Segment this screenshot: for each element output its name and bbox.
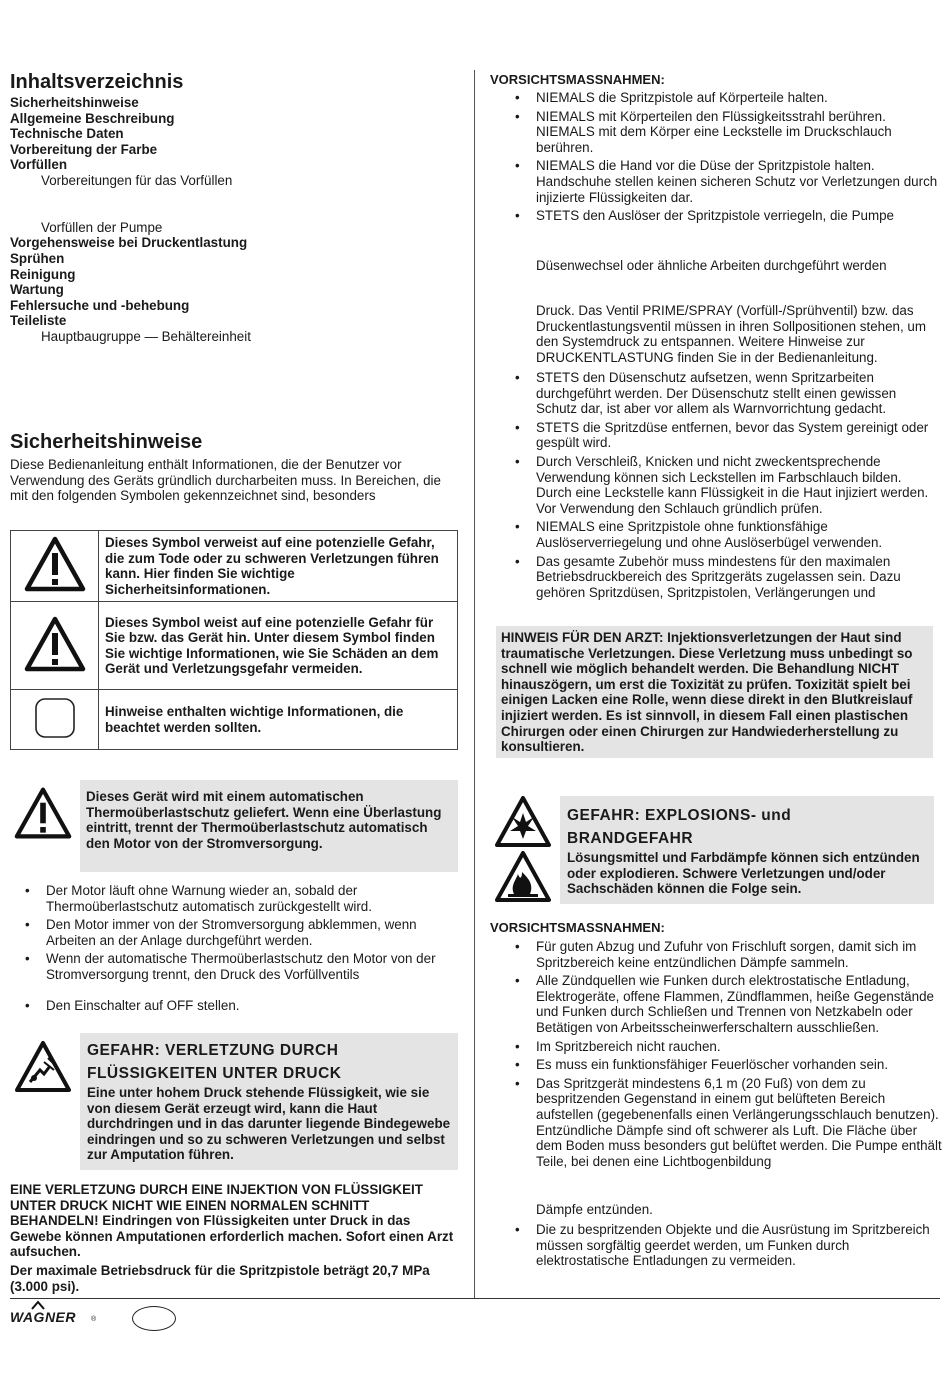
precautions-list-4 bbox=[490, 1222, 942, 1272]
injection-box bbox=[80, 1033, 458, 1170]
injection-text: Eine unter hohem Druck stehende Flüssigkeit, wie sie von diesem Gerät erzeugt wird, kann die Haut durchdringen und in das darunter liegende Bindegewebe eindringen und so zu schweren Verletzungen und selbst zur Amputation führen. bbox=[87, 1085, 451, 1163]
toc-item: Reinigung bbox=[10, 266, 76, 282]
symbol-table bbox=[10, 530, 458, 750]
registered-mark: ® bbox=[91, 1316, 97, 1323]
list-item: • NIEMALS die Hand vor die Düse der Spritzpistole halten. Handschuhe stellen keinen sicheren Schutz vor Verletzungen durch injizierte Flüssigkeiten dar. bbox=[490, 158, 940, 205]
explosion-hazard-icon bbox=[494, 795, 552, 853]
safety-intro: Diese Bedienanleitung enthält Informationen, die der Benutzer vor Verwendung des Geräts gründlich durcharbeiten muss. In Bereichen, die mit den folgenden Symbolen gekennzeichnet sind, besonders bbox=[10, 457, 441, 504]
list-item: • STETS den Düsenschutz aufsetzen, wenn Spritzarbeiten durchgeführt werden. Der Düsenschutz stellt einen gewissen Schutz dar, ist aber vor allem als Warnvorrichtung gedacht. bbox=[490, 370, 940, 417]
list-item: • Für guten Abzug und Zufuhr von Frischluft sorgen, damit sich im Spritzbereich keine entzündlichen Dämpfe sammeln. bbox=[490, 939, 942, 970]
list-item: • NIEMALS die Spritzpistole auf Körperteile halten. bbox=[490, 90, 940, 106]
symbol-warning-text: Dieses Symbol verweist auf eine potenzielle Gefahr, die zum Tode oder zu schweren Verletzungen führen kann. Hier finden Sie wichtige Sicherheitsinformationen. bbox=[99, 531, 458, 602]
wagner-logo bbox=[8, 1300, 98, 1330]
doctor-note-box bbox=[496, 626, 933, 758]
toc-item: Vorfüllen der Pumpe bbox=[41, 219, 163, 235]
symbol-caution-text: Dieses Symbol weist auf eine potenzielle Gefahr für Sie bzw. das Gerät hin. Unter diesem Symbol finden Sie wichtige Informationen, wie Sie Schäden an dem Gerät und Verletzungsgefahr vermeiden. bbox=[99, 602, 458, 690]
brand-name: WAGNER bbox=[10, 1309, 76, 1325]
footer-rule bbox=[10, 1298, 940, 1299]
warning-triangle-icon bbox=[11, 531, 99, 602]
symbol-row-warning bbox=[11, 531, 458, 602]
toc-item: Sicherheitshinweise bbox=[10, 95, 139, 110]
toc-item bbox=[10, 204, 460, 220]
thermo-warning-icon bbox=[14, 785, 72, 845]
toc-item: Wartung bbox=[10, 282, 64, 298]
list-item: • Der Motor läuft ohne Warnung wieder an, sobald der Thermoüberlastschutz automatisch zurückgestellt wird. bbox=[0, 883, 462, 914]
list-item: • Es muss ein funktionsfähiger Feuerlöscher vorhanden sein. bbox=[490, 1057, 942, 1073]
thermo-box bbox=[80, 780, 458, 872]
injection-warning: EINE VERLETZUNG DURCH EINE INJEKTION VON FLÜSSIGKEIT UNTER DRUCK NICHT WIE EINEN NORMALEN SCHNITT BEHANDELN! Eindringen von Flüssigkeiten unter Druck in das Gewebe können Amputationen erforderlich machen. Sofort einen Arzt aufsuchen. bbox=[10, 1182, 454, 1260]
symbol-row-note bbox=[11, 690, 458, 750]
caution-triangle-icon bbox=[11, 602, 99, 690]
toc-item: Allgemeine Beschreibung bbox=[10, 110, 175, 126]
toc-item: Hauptbaugruppe — Behältereinheit bbox=[41, 328, 251, 344]
list-item: • Den Einschalter auf OFF stellen. bbox=[0, 998, 462, 1014]
list-item: • Das Spritzgerät mindestens 6,1 m (20 Fuß) von dem zu bespritzenden Gegenstand in einem gut belüfteten Bereich aufstellen (gegebenenfalls einen Verlängerungsschlauch benutzen). Entzündliche Dämpfe sind oft schwerer als Luft. Die Fläche über dem Boden muss besonders gut belüftet werden. Die Pumpe enthält Teile, bei denen eine Lichtbogenbildung bbox=[490, 1076, 942, 1170]
column-divider bbox=[474, 70, 475, 1298]
precautions-cont-3: Dämpfe entzünden. bbox=[536, 1202, 653, 1217]
toc-item: Vorfüllen bbox=[10, 157, 68, 173]
note-icon bbox=[11, 690, 99, 750]
language-badge bbox=[132, 1306, 176, 1331]
thermo-box-text: Dieses Gerät wird mit einem automatischen Thermoüberlastschutz geliefert. Wenn eine Überlastung eintritt, trennt der Thermoüberlastschutz automatisch den Motor von der Stromversorgung. bbox=[86, 789, 442, 851]
list-item: • NIEMALS eine Spritzpistole ohne funktionsfähige Auslöserverriegelung und ohne Auslöserbügel verwenden. bbox=[490, 519, 940, 550]
toc-item: Teileliste bbox=[10, 313, 67, 329]
doctor-note-text: HINWEIS FÜR DEN ARZT: Injektionsverletzungen der Haut sind traumatische Verletzungen. Diese Verletzung muss unbedingt so schnell wie möglich behandelt werden. Die Behandlung NICHT hinauszögern, um erst die Toxizität zu prüfen. Toxizität spielt bei einigen Lacken eine Rolle, wenn diese direkt in den Blutkreislauf injiziert werden. Es ist sinnvoll, in diesem Fall einen plastischen Chirurgen oder einen Chirurgen zur Handwiederherstellung zu konsultieren. bbox=[501, 630, 913, 755]
list-item: • Im Spritzbereich nicht rauchen. bbox=[490, 1039, 942, 1055]
injection-heading-1: GEFAHR: VERLETZUNG DURCH bbox=[87, 1042, 339, 1059]
max-pressure: Der maximale Betriebsdruck für die Spritzpistole beträgt 20,7 MPa (3.000 psi). bbox=[10, 1263, 430, 1294]
precautions-list-2 bbox=[490, 370, 940, 603]
toc-list bbox=[10, 95, 460, 345]
precautions-list-3 bbox=[490, 939, 942, 1172]
list-item: • Alle Zündquellen wie Funken durch elektrostatische Entladung, Elektrogeräte, offene Flammen, Zündflammen, heiße Gegenstände und Funken durch Schließen und Trennen von Netzkabeln oder Betätigen von Arbeitsscheinwerferschaltern ausschließen. bbox=[490, 973, 942, 1035]
list-item: • Das gesamte Zubehör muss mindestens für den maximalen Betriebsdruckbereich des Spritzgeräts zugelassen sein. Dazu gehören Spritzdüsen, Spritzpistolen, Verlängerungen und bbox=[490, 554, 940, 601]
precautions-3-title: VORSICHTSMASSNAHMEN: bbox=[490, 920, 665, 935]
toc-item: Fehlersuche und -behebung bbox=[10, 297, 190, 313]
explosion-text: Lösungsmittel und Farbdämpfe können sich entzünden oder explodieren. Schwere Verletzungen und/oder Sachschäden können die Folge sein. bbox=[567, 850, 920, 897]
explosion-heading-1: GEFAHR: EXPLOSIONS- und bbox=[567, 807, 792, 824]
toc-item: Vorgehensweise bei Druckentlastung bbox=[10, 235, 248, 251]
precautions-cont-1: Düsenwechsel oder ähnliche Arbeiten durchgeführt werden bbox=[536, 258, 887, 273]
precautions-cont-2: Druck. Das Ventil PRIME/SPRAY (Vorfüll-/Sprühventil) bzw. das Druckentlastungsventil müssen in ihren Sollpositionen stehen, um den Systemdruck zu entspannen. Weitere Hinweise zur DRUCKENTLASTUNG finden Sie in der Bedienanleitung. bbox=[536, 303, 927, 365]
thermo-bullets bbox=[0, 883, 462, 1016]
explosion-heading-2: BRANDGEFAHR bbox=[567, 830, 694, 847]
toc-item bbox=[10, 189, 460, 205]
symbol-note-text: Hinweise enthalten wichtige Informationen, die beachtet werden sollten. bbox=[99, 690, 458, 750]
toc-item: Sprühen bbox=[10, 250, 65, 266]
fire-hazard-icon bbox=[494, 850, 552, 908]
safety-title: Sicherheitshinweise bbox=[10, 431, 203, 453]
toc-title: Inhaltsverzeichnis bbox=[10, 71, 184, 93]
toc-item: Vorbereitungen für das Vorfüllen bbox=[41, 172, 233, 188]
toc-item: Technische Daten bbox=[10, 126, 124, 142]
list-item: • STETS den Auslöser der Spritzpistole verriegeln, die Pumpe bbox=[490, 208, 940, 224]
list-item: • Durch Verschleiß, Knicken und nicht zweckentsprechende Verwendung können sich Leckstellen im Farbschlauch bilden. Durch eine Leckstelle kann Flüssigkeit in die Haut injiziert werden. Vor Verwendung den Schlauch gründlich prüfen. bbox=[490, 454, 940, 516]
injection-hazard-icon bbox=[14, 1040, 72, 1098]
precautions-list bbox=[490, 90, 940, 227]
injection-heading-2: FLÜSSIGKEITEN UNTER DRUCK bbox=[87, 1065, 342, 1082]
list-item: • STETS die Spritzdüse entfernen, bevor das System gereinigt oder gespült wird. bbox=[490, 420, 940, 451]
list-item: • NIEMALS mit Körperteilen den Flüssigkeitsstrahl berühren. NIEMALS mit dem Körper eine Leckstelle im Druckschlauch berühren. bbox=[490, 109, 940, 156]
list-item: • Den Motor immer von der Stromversorgung abklemmen, wenn Arbeiten an der Anlage durchgeführt werden. bbox=[0, 917, 462, 948]
toc-item: Vorbereitung der Farbe bbox=[10, 141, 158, 157]
symbol-row-caution bbox=[11, 602, 458, 690]
precautions-title: VORSICHTSMASSNAHMEN: bbox=[490, 72, 665, 87]
list-item: • Die zu bespritzenden Objekte und die Ausrüstung im Spritzbereich müssen sorgfältig geerdet werden, um Funken durch elektrostatische Entladungen zu vermeiden. bbox=[490, 1222, 942, 1269]
explosion-box bbox=[560, 796, 934, 904]
list-item: • Wenn der automatische Thermoüberlastschutz den Motor von der Stromversorgung trennt, den Druck des Vorfüllventils bbox=[0, 951, 462, 982]
